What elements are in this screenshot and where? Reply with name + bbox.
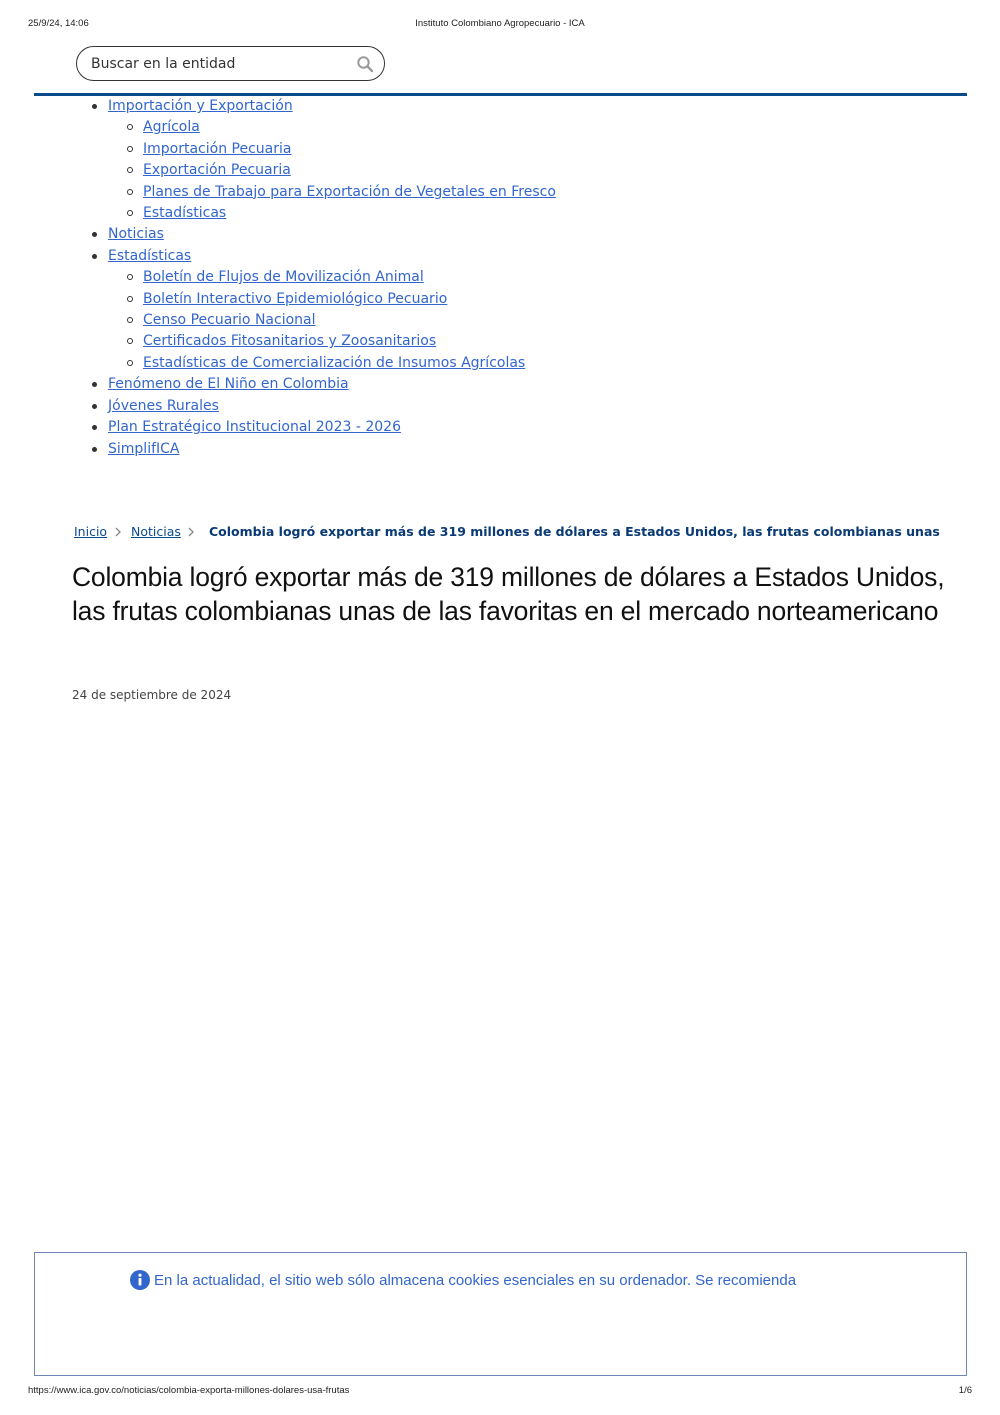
breadcrumb bbox=[74, 524, 954, 542]
breadcrumb-current: Colombia logró exportar más de 319 millones de dólares a Estados Unidos, las frutas colombianas unas bbox=[209, 524, 940, 539]
article-date: 24 de septiembre de 2024 bbox=[72, 688, 232, 702]
nav-subitem bbox=[0, 160, 1000, 181]
info-icon bbox=[130, 1270, 150, 1290]
nav-subitem bbox=[0, 353, 1000, 374]
nav-subitem bbox=[0, 117, 1000, 138]
print-url: https://www.ica.gov.co/noticias/colombia-exporta-millones-dolares-usa-frutas bbox=[28, 1385, 350, 1396]
nav-item-jovenes-rurales bbox=[0, 396, 1000, 417]
nav-link[interactable]: Fenómeno de El Niño en Colombia bbox=[108, 376, 349, 393]
search-icon[interactable] bbox=[356, 55, 374, 73]
cookie-message: En la actualidad, el sitio web sólo almacena cookies esenciales en su ordenador. Se recomienda bbox=[154, 1272, 797, 1289]
nav-sublink[interactable]: Agrícola bbox=[143, 119, 200, 136]
nav-subitem bbox=[0, 203, 1000, 224]
nav-item-fenomeno-el-nino bbox=[0, 374, 1000, 395]
nav-sublink[interactable]: Planes de Trabajo para Exportación de Vegetales en Fresco bbox=[143, 183, 556, 200]
nav-item-noticias bbox=[0, 224, 1000, 245]
nav-item-importacion-exportacion bbox=[0, 96, 1000, 224]
nav-link[interactable]: Noticias bbox=[108, 226, 164, 243]
search-input[interactable] bbox=[91, 53, 341, 75]
nav-subitem bbox=[0, 310, 1000, 331]
nav-item-plan-estrategico bbox=[0, 417, 1000, 438]
breadcrumb-section-link[interactable]: Noticias bbox=[131, 524, 181, 539]
print-header bbox=[0, 18, 1000, 32]
nav-link[interactable]: Importación y Exportación bbox=[108, 98, 293, 114]
chevron-right-icon bbox=[186, 526, 196, 538]
nav-subitem bbox=[0, 139, 1000, 160]
print-footer bbox=[0, 1385, 1000, 1399]
nav-sublink[interactable]: Certificados Fitosanitarios y Zoosanitarios bbox=[143, 333, 437, 350]
nav-list bbox=[0, 96, 1000, 460]
nav-sublink[interactable]: Estadísticas de Comercialización de Insumos Agrícolas bbox=[143, 354, 526, 371]
nav-sublink[interactable]: Boletín de Flujos de Movilización Animal bbox=[143, 269, 424, 286]
nav-link[interactable]: Estadísticas bbox=[108, 247, 192, 264]
nav-menu bbox=[0, 96, 1000, 460]
nav-subitem bbox=[0, 331, 1000, 352]
print-page-number: 1/6 bbox=[958, 1385, 972, 1396]
print-datetime: 25/9/24, 14:06 bbox=[28, 18, 89, 29]
nav-item-simplifica bbox=[0, 439, 1000, 460]
nav-subitem bbox=[0, 289, 1000, 310]
search-box bbox=[76, 46, 385, 81]
nav-link[interactable]: Jóvenes Rurales bbox=[108, 397, 219, 414]
chevron-right-icon bbox=[113, 526, 123, 538]
nav-sublink[interactable]: Exportación Pecuaria bbox=[143, 162, 291, 179]
print-page-title: Instituto Colombiano Agropecuario - ICA bbox=[415, 18, 585, 29]
page-title: Colombia logró exportar más de 319 millones de dólares a Estados Unidos, las frutas colombianas unas de las favoritas en el mercado norteamericano bbox=[72, 562, 945, 626]
cookie-banner bbox=[34, 1252, 967, 1376]
nav-link[interactable]: SimplifICA bbox=[108, 440, 180, 457]
nav-sublist bbox=[108, 267, 1000, 374]
nav-sublink[interactable]: Estadísticas bbox=[143, 205, 227, 222]
nav-sublink[interactable]: Importación Pecuaria bbox=[143, 140, 292, 157]
nav-sublink[interactable]: Censo Pecuario Nacional bbox=[143, 312, 316, 329]
nav-sublink[interactable]: Boletín Interactivo Epidemiológico Pecuario bbox=[143, 290, 448, 307]
breadcrumb-home-link[interactable]: Inicio bbox=[74, 524, 108, 539]
nav-subitem bbox=[0, 267, 1000, 288]
nav-link[interactable]: Plan Estratégico Institucional 2023 - 2026 bbox=[108, 419, 401, 436]
nav-item-estadisticas bbox=[0, 246, 1000, 374]
nav-sublist bbox=[108, 117, 1000, 224]
nav-subitem bbox=[0, 182, 1000, 203]
